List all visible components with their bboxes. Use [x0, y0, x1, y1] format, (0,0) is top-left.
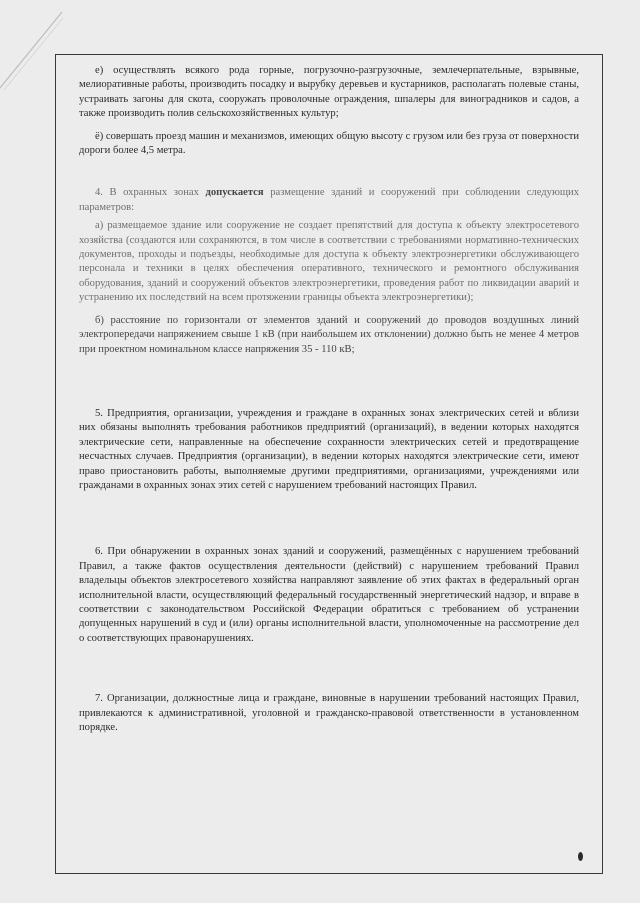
paragraph-e: е) осуществлять всякого рода горные, погрузочно-разгрузочные, землечерпательные, взрывные, мелиоративные работы, производить посадку и вырубку деревьев и кустарников, располагать полевые станы, устраивать загоны для скота, сооружать проволочные ограждения, шпалеры для виноградников и садов, а также производить полив сельскохозяйственных культур; — [79, 65, 579, 120]
paragraph-7: 7. Организации, должностные лица и граждане, виновные в нарушении требований настоящих Правил, привлекаются к административной, уголовной и гражданско-правовой ответственности в установленном порядке. — [79, 693, 579, 733]
paragraph-4-emphasis: допускается — [205, 187, 264, 199]
paragraph-4 — [79, 186, 579, 215]
paragraph-6: 6. При обнаружении в охранных зонах зданий и сооружений, размещённых с нарушением требований Правил, а также фактов осуществления деятельности (действий) с нарушением требований Правил владельцы объектов электросетевого хозяйства направляют заявление об этих фактах в федеральный орган исполнительной власти, осуществляющий федеральный государственный энергетический надзор, и вправе в соответствии с законодательством Российской Федерации обратиться с требованием об устранении допущенных нарушений в суд и (или) органы исполнительной власти, уполномоченные на рассмотрение дел о соответствующих правонарушениях. — [79, 546, 579, 644]
paragraph-4-lead: 4. В охранных зонах — [95, 187, 199, 199]
paragraph-4a: а) размещаемое здание или сооружение не создает препятствий для доступа к объекту электросетевого хозяйства (создаются или сохраняются, в том числе в соответствии с требованиями нормативно-технических документов, проходы и подъезды, необходимые для доступа к объекту электроэнергетики обслуживающего персонала и техники в целях обеспечения оперативного, технического и ремонтного обслуживания оборудования, зданий и сооружений объектов электроэнергетики, проведения работ по ликвидации аварий и устранению их последствий на всем протяжении границы объекта электроэнергетики); — [79, 220, 579, 304]
paragraph-4b: б) расстояние по горизонтали от элементов зданий и сооружений до проводов воздушных линий электропередачи напряжением свыше 1 кВ (при наибольшем их отклонении) должно быть не менее 4 метров при проектном номинальном классе напряжения 35 - 110 кВ; — [79, 314, 579, 355]
page-mark — [578, 852, 583, 861]
paragraph-5: 5. Предприятия, организации, учреждения и граждане в охранных зонах электрических сетей и вблизи них обязаны выполнять требования работников предприятий (организаций), в ведении которых находятся электрические сети, направленные на обеспечение сохранности электрических сетей и предотвращение несчастных случаев. Предприятия (организации), в ведении которых находятся электрические сети, имеют право приостановить работы, выполняемые другими предприятиями, организациями, учреждениями или гражданами в охранных зонах этих сетей с нарушением требований настоящих Правил. — [79, 407, 579, 491]
paragraph-yo: ё) совершать проезд машин и механизмов, имеющих общую высоту с грузом или без груза от поверхности дороги более 4,5 метра. — [79, 130, 579, 157]
document-body — [79, 64, 579, 735]
paragraph-4-rest: размещение зданий и сооружений при соблюдении следующих параметров: — [79, 187, 579, 213]
